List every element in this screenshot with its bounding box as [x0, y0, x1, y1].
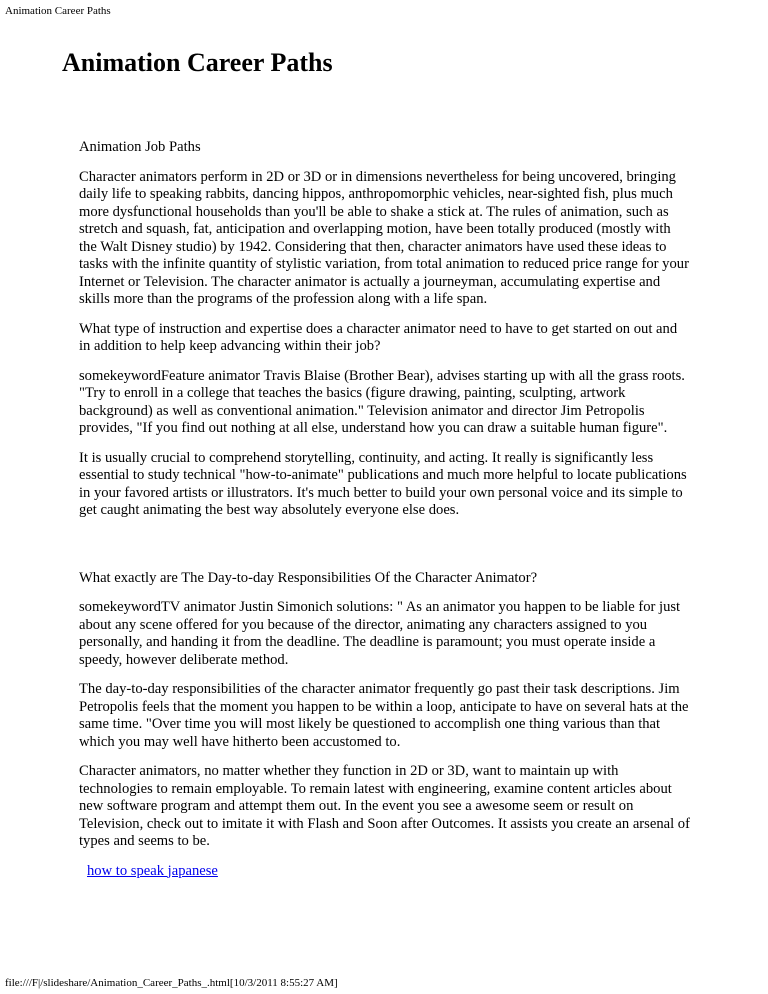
paragraph: The day-to-day responsibilities of the character animator frequently go past their task descriptions. Jim Petropolis feels that the moment you happen to be within a loop, anticipate to have on several hats at the same time. "Over time you will most likely be questioned to accomplish one thing various than that which you may well have hitherto been accustomed to.	[79, 681, 689, 750]
paragraph: It is usually crucial to comprehend storytelling, continuity, and acting. It really is significantly less essential to study technical "how-to-animate" publications and much more helpful to locate publications in your favored artists or illustrators. It's much better to build your own personal voice and its simple to get caught animating the best way absolutely everyone else does.	[79, 449, 687, 518]
print-header: Animation Career Paths	[5, 5, 111, 17]
paragraph: somekeywordTV animator Justin Simonich solutions: " As an animator you happen to be liable for just about any scene offered for you because of the director, animating any characters assigned to you personally, and handing it from the deadline. The deadline is paramount; you must operate inside a speedy, however deliberate method.	[79, 599, 681, 668]
paragraph: Character animators, no matter whether they function in 2D or 3D, want to maintain up with technologies to remain employable. To remain latest with engineering, examine content articles about new software program and attempt them out. In the event you see a awesome seem or result on Television, check out to imitate it with Flash and Soon after Outcomes. It assists you create an arsenal of types and seems to be.	[79, 763, 690, 849]
article-body	[79, 139, 691, 880]
print-footer-url: file:///F|/slideshare/Animation_Career_Paths_.html[10/3/2011 8:55:27 AM]	[5, 977, 338, 989]
paragraph: Character animators perform in 2D or 3D or in dimensions nevertheless for being uncovered, bringing daily life to speaking rabbits, dancing hippos, anthropomorphic vehicles, near-sighted fish, plus much more dysfunctional households than you'll be able to shake a stick at. The rules of animation, such as stretch and squash, fat, anticipation and overlapping motion, have been totally produced (mostly with the Walt Disney studio) by 1942. Considering that then, character animators have used these ideas to tasks with the infinite quantity of stylistic variation, from total animation to reduced price range for your Internet or Television. The character animator is actually a journeyman, accumulating expertise and skills more than the programs of the profession along with a life span.	[79, 168, 689, 307]
section-subtitle: Animation Job Paths	[79, 139, 201, 155]
speak-japanese-link[interactable]: how to speak japanese	[87, 862, 218, 879]
page-title: Animation Career Paths	[62, 48, 333, 77]
section-question: What exactly are The Day-to-day Responsibilities Of the Character Animator?	[79, 569, 538, 586]
paragraph: What type of instruction and expertise does a character animator need to have to get started on out and in addition to help keep advancing within their job?	[79, 320, 678, 354]
link-container	[87, 863, 691, 881]
paragraph: somekeywordFeature animator Travis Blaise (Brother Bear), advises starting up with all the grass roots. "Try to enroll in a college that teaches the basics (figure drawing, painting, sculpting, artwork background) as well as conventional animation." Television animator and director Jim Petropolis provides, "If you find out nothing at all else, understand how you can draw a suitable human figure".	[79, 367, 685, 436]
